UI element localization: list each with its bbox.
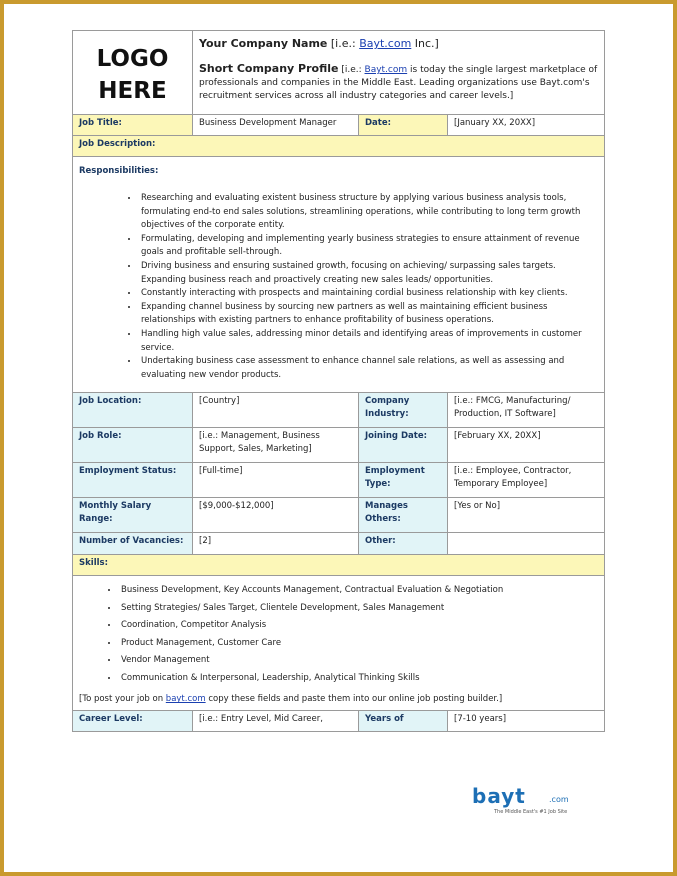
responsibility-item: • Undertaking business case assessment to enhance channel sale relations, as well as assessing and evaluating new vendor products. — [139, 355, 598, 382]
skill-item: • Coordination, Competitor Analysis — [119, 617, 598, 635]
profile-text: is today the single largest marketplace of professionals and companies in the Middle East. Leading organizations use Bayt.com's recruitment services across all industry categories and career levels.] — [199, 65, 598, 101]
company-link[interactable]: Bayt.com — [359, 37, 412, 50]
logo-placeholder — [73, 31, 193, 115]
details-table — [72, 392, 605, 732]
responsibility-item: • Researching and evaluating existent business structure by applying various business analysis tools, formulating end-to end sales solutions, streamlining operations, while contributing to long term growth objectives of the corporate entity. — [139, 192, 598, 233]
bayt-logo-mark — [472, 786, 597, 816]
joining-date-value[interactable]: [February XX, 20XX] — [448, 428, 605, 463]
company-industry-value[interactable]: [i.e.: FMCG, Manufacturing/ Production, IT Software] — [448, 393, 605, 428]
title-table — [72, 114, 605, 393]
career-level-label: Career Level: — [73, 711, 193, 732]
skill-item: • Product Management, Customer Care — [119, 635, 598, 653]
job-role-value[interactable]: [i.e.: Management, Business Support, Sales, Marketing] — [193, 428, 359, 463]
company-name-post: Inc.] — [411, 37, 439, 50]
posting-note — [79, 693, 598, 706]
job-location-value[interactable]: [Country] — [193, 393, 359, 428]
company-info — [193, 31, 605, 115]
responsibility-item: • Expanding channel business by sourcing new partners as well as maintaining efficient business relationships with existing partners to enhance profitability of business operations. — [139, 301, 598, 328]
salary-range-value[interactable]: [$9,000-$12,000] — [193, 498, 359, 533]
manages-others-value[interactable]: [Yes or No] — [448, 498, 605, 533]
responsibility-item: • Formulating, developing and implementing yearly business strategies to ensure attainment of revenue goals and profitable sell-through. — [139, 233, 598, 260]
job-location-label: Job Location: — [73, 393, 193, 428]
header-table — [72, 30, 605, 115]
profile-pre: [i.e.: — [338, 65, 365, 75]
skills-section — [73, 576, 605, 711]
employment-status-value[interactable]: [Full-time] — [193, 463, 359, 498]
vacancies-label: Number of Vacancies: — [73, 533, 193, 555]
employment-status-label: Employment Status: — [73, 463, 193, 498]
skill-item: • Vendor Management — [119, 652, 598, 670]
bayt-tagline: The Middle East's #1 Job Site — [494, 809, 568, 815]
years-value[interactable]: [7-10 years] — [448, 711, 605, 732]
job-template — [72, 30, 604, 732]
bayt-wordmark: bayt — [472, 786, 526, 808]
responsibilities-list — [79, 192, 598, 382]
logo-line2: HERE — [98, 77, 167, 104]
manages-others-label: Manages Others: — [359, 498, 448, 533]
joining-date-label: Joining Date: — [359, 428, 448, 463]
profile-label: Short Company Profile — [199, 62, 339, 75]
company-profile — [199, 62, 598, 103]
profile-link[interactable]: Bayt.com — [364, 65, 408, 75]
skill-item: • Business Development, Key Accounts Management, Contractual Evaluation & Negotiation — [119, 582, 598, 600]
note-post: copy these fields and paste them into our online job posting builder.] — [205, 694, 503, 705]
employment-type-label: Employment Type: — [359, 463, 448, 498]
bayt-link[interactable]: bayt.com — [165, 694, 206, 705]
skills-label: Skills: — [73, 555, 605, 576]
employment-type-value[interactable]: [i.e.: Employee, Contractor, Temporary Employee] — [448, 463, 605, 498]
bayt-logo — [472, 786, 597, 816]
career-level-value[interactable]: [i.e.: Entry Level, Mid Career, — [193, 711, 359, 732]
responsibilities-label: Responsibilities: — [79, 166, 159, 176]
company-name — [199, 37, 598, 50]
years-label: Years of — [359, 711, 448, 732]
vacancies-value[interactable]: [2] — [193, 533, 359, 555]
other-value[interactable] — [448, 533, 605, 555]
company-industry-label: Company Industry: — [359, 393, 448, 428]
date-value[interactable]: [January XX, 20XX] — [448, 115, 605, 136]
skill-item: • Communication & Interpersonal, Leadership, Analytical Thinking Skills — [119, 670, 598, 688]
responsibility-item: • Driving business and ensuring sustained growth, focusing on achieving/ surpassing sales targets. Expanding business reach and proactively creating new sales leads/ opportunities. — [139, 260, 598, 287]
job-description-label: Job Description: — [73, 136, 605, 157]
skills-list — [79, 582, 598, 687]
date-label: Date: — [359, 115, 448, 136]
logo-line1: LOGO — [96, 45, 169, 72]
responsibilities-section — [73, 157, 605, 393]
responsibility-item: • Constantly interacting with prospects and maintaining cordial business relationship with key clients. — [139, 287, 598, 301]
company-name-pre: [i.e.: — [327, 37, 360, 50]
job-title-value[interactable]: Business Development Manager — [193, 115, 359, 136]
note-pre: [To post your job on — [79, 694, 166, 705]
company-name-label: Your Company Name — [199, 37, 328, 50]
other-label: Other: — [359, 533, 448, 555]
responsibility-item: • Handling high value sales, addressing minor details and identifying areas of improvements in customer service. — [139, 328, 598, 355]
job-role-label: Job Role: — [73, 428, 193, 463]
skill-item: • Setting Strategies/ Sales Target, Clientele Development, Sales Management — [119, 600, 598, 618]
job-title-label: Job Title: — [73, 115, 193, 136]
bayt-suffix: .com — [549, 795, 569, 804]
salary-range-label: Monthly Salary Range: — [73, 498, 193, 533]
